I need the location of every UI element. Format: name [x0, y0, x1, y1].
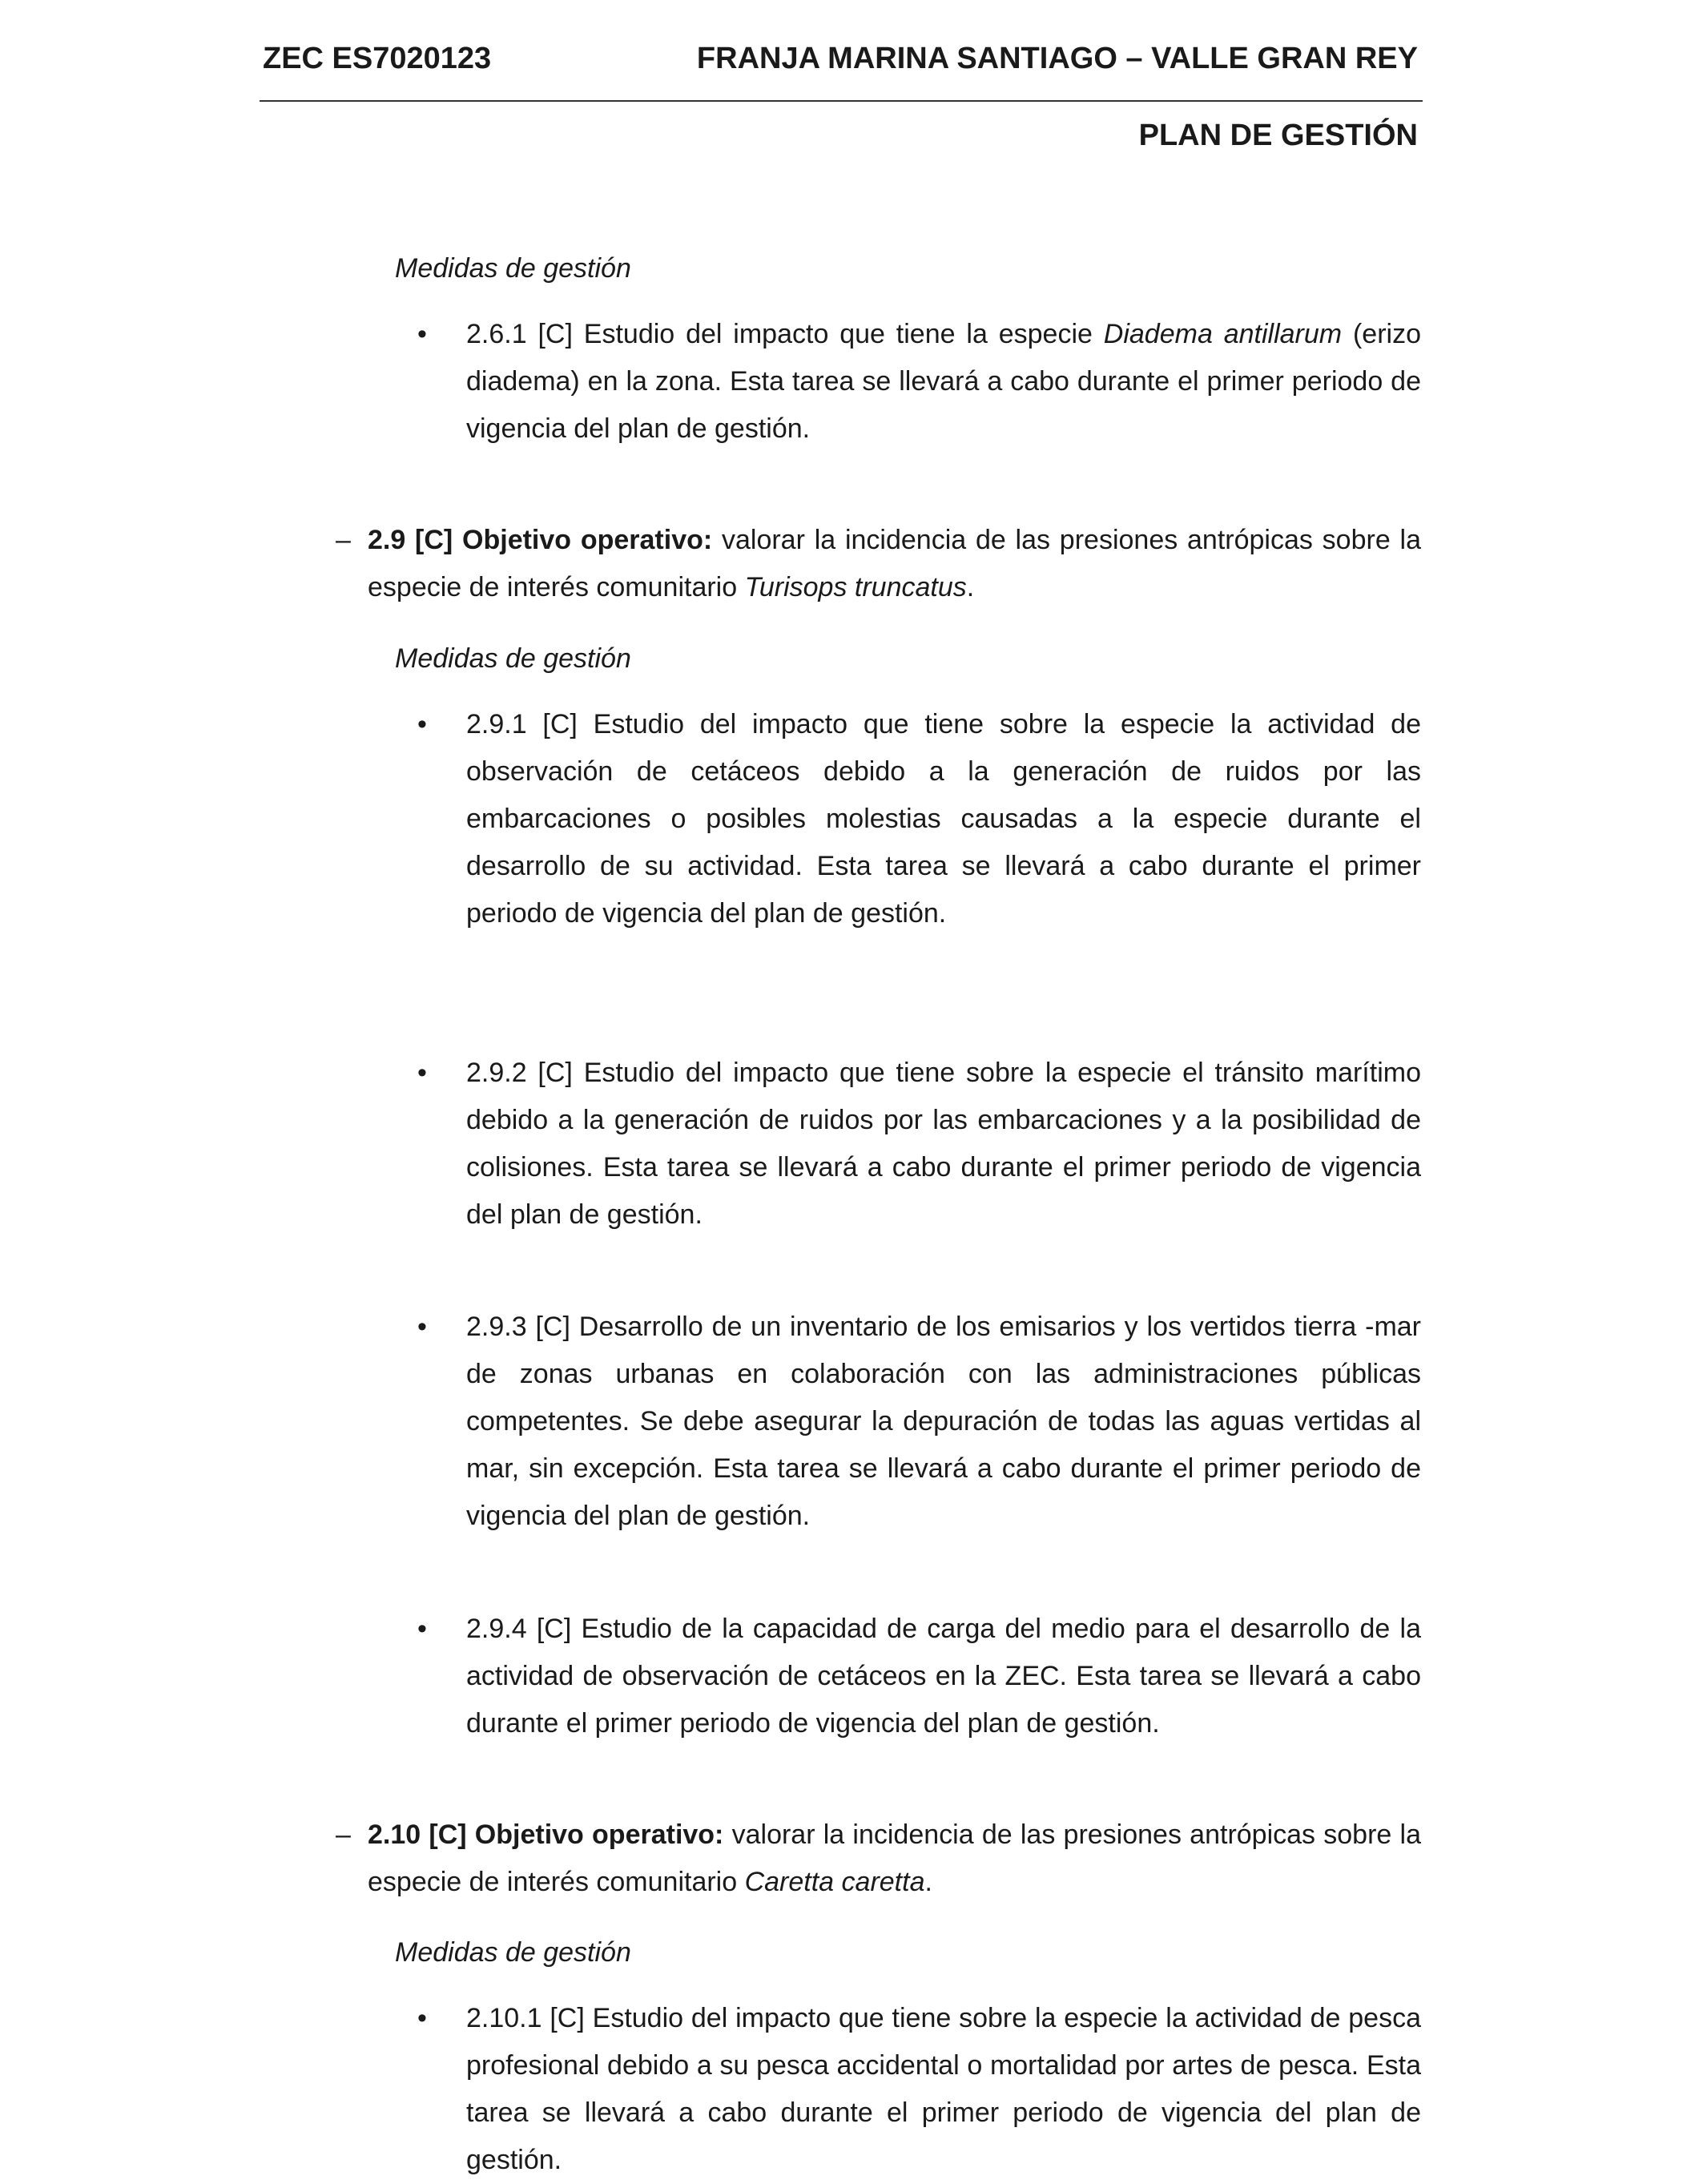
section-heading-medidas: Medidas de gestión — [395, 253, 631, 284]
list-item-2-6-1: • 2.6.1 [C] Estudio del impacto que tiene la especie Diadema antillarum (erizo diadema) en la zona. Esta tarea se llevará a cabo durante el primer periodo de vigencia del plan de gestión. — [466, 311, 1421, 453]
document-code: ZEC ES7020123 — [263, 42, 492, 75]
dash-icon: – — [336, 1819, 351, 1850]
bullet-icon: • — [417, 319, 427, 349]
species-name: Diadema antillarum — [1103, 319, 1343, 349]
objective-2-9: – 2.9 [C] Objetivo operativo: valorar la incidencia de las presiones antrópicas sobre la especie de interés comunitario Turisops truncatus. — [368, 517, 1421, 611]
bullet-icon: • — [417, 2003, 427, 2033]
list-item-2-9-1: • 2.9.1 [C] Estudio del impacto que tiene sobre la especie la actividad de observación de cetáceos debido a la generación de ruidos por las embarcaciones o posibles molestias causadas a la especie durante el desarrollo de su actividad. Esta tarea se llevará a cabo durante el primer periodo de vigencia del plan de gestión. — [466, 701, 1421, 937]
objective-label: 2.9 [C] Objetivo operativo: — [368, 525, 713, 555]
list-item-2-10-1: • 2.10.1 [C] Estudio del impacto que tiene sobre la especie la actividad de pesca profesional debido a su pesca accidental o mortalidad por artes de pesca. Esta tarea se llevará a cabo durante el primer periodo de vigencia del plan de gestión. — [466, 1995, 1421, 2184]
bullet-icon: • — [417, 1058, 427, 1088]
objective-2-10: – 2.10 [C] Objetivo operativo: valorar la incidencia de las presiones antrópicas sobre la especie de interés comunitario Caretta caretta. — [368, 1811, 1421, 1906]
header-divider — [260, 100, 1423, 102]
list-item-2-9-4: • 2.9.4 [C] Estudio de la capacidad de carga del medio para el desarrollo de la actividad de observación de cetáceos en la ZEC. Esta tarea se llevará a cabo durante el primer periodo de vigencia del plan de gestión. — [466, 1606, 1421, 1747]
section-heading-medidas: Medidas de gestión — [395, 643, 631, 674]
objective-label: 2.10 [C] Objetivo operativo: — [368, 1819, 724, 1850]
bullet-icon: • — [417, 1312, 427, 1342]
page-header — [260, 38, 1423, 152]
dash-icon: – — [336, 525, 351, 555]
document-title: FRANJA MARINA SANTIAGO – VALLE GRAN REY — [696, 42, 1418, 75]
bullet-icon: • — [417, 709, 427, 739]
bullet-icon: • — [417, 1614, 427, 1644]
species-name: Turisops truncatus — [744, 572, 967, 602]
species-name: Caretta caretta — [744, 1867, 925, 1897]
list-item-2-9-2: • 2.9.2 [C] Estudio del impacto que tiene sobre la especie el tránsito marítimo debido a la generación de ruidos por las embarcaciones y a la posibilidad de colisiones. Esta tarea se llevará a cabo durante el primer periodo de vigencia del plan de gestión. — [466, 1050, 1421, 1239]
section-heading-medidas: Medidas de gestión — [395, 1937, 631, 1968]
document-subtitle: PLAN DE GESTIÓN — [1138, 119, 1418, 152]
list-item-2-9-3: • 2.9.3 [C] Desarrollo de un inventario de los emisarios y los vertidos tierra -mar de zonas urbanas en colaboración con las administraciones públicas competentes. Se debe asegurar la depuración de todas las aguas vertidas al mar, sin excepción. Esta tarea se llevará a cabo durante el primer periodo de vigencia del plan de gestión. — [466, 1304, 1421, 1540]
